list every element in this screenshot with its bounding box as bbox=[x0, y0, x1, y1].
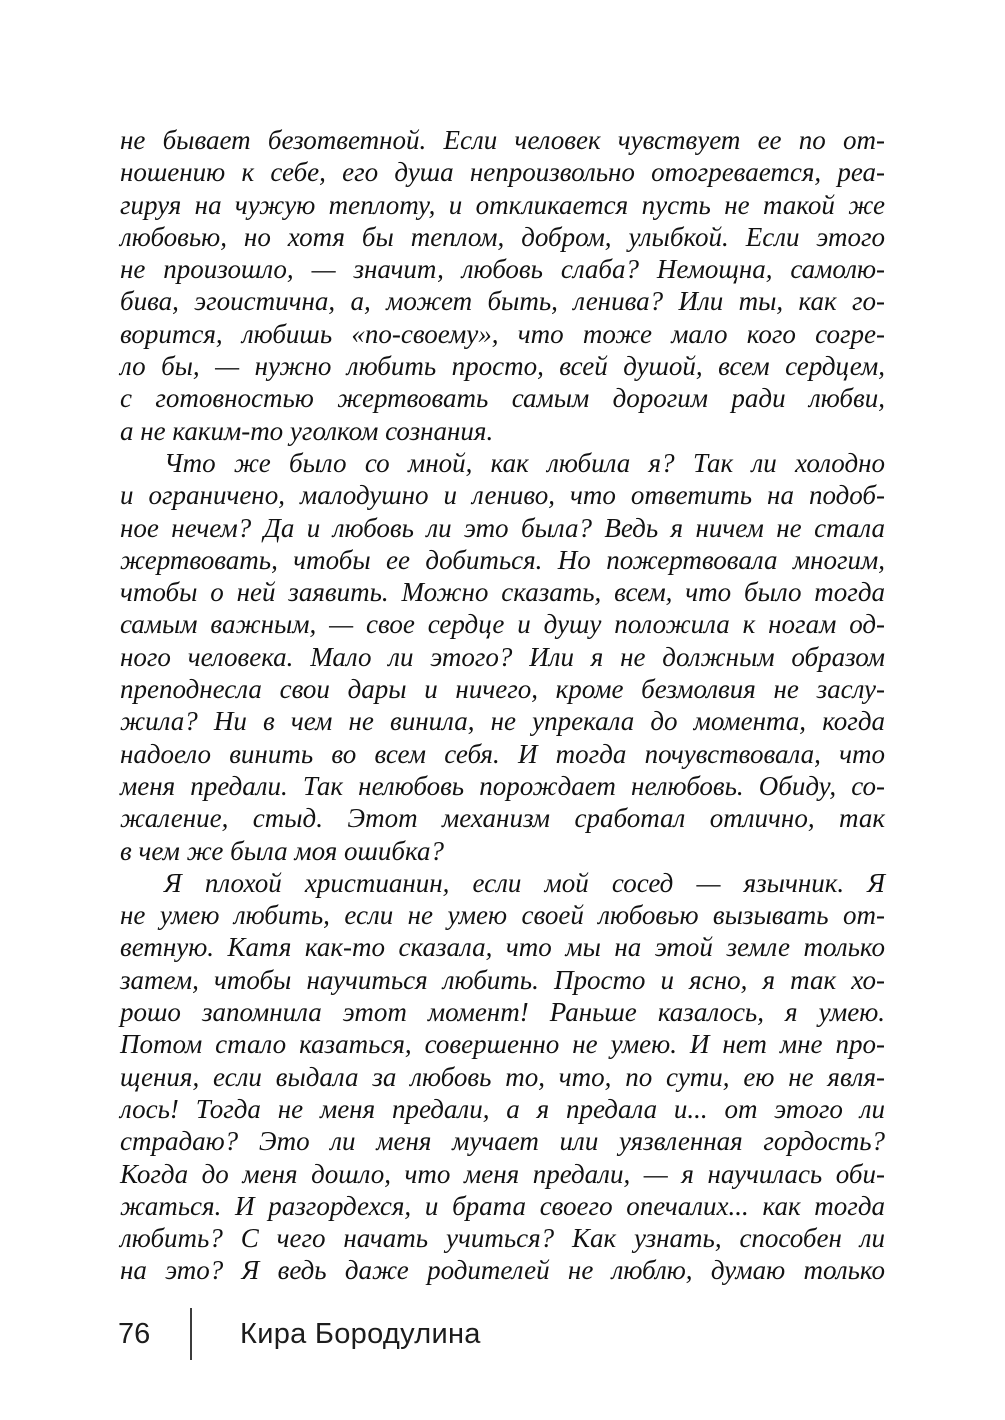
text-line: ношению к себе, его душа непроизвольно отогревается, реа- bbox=[120, 157, 885, 188]
text-line: лось! Тогда не меня предали, а я предала и... от этого ли bbox=[120, 1093, 885, 1124]
text-line: Потом стало казаться, совершенно не умею. И нет мне про- bbox=[120, 1029, 885, 1060]
text-line: Что же было со мной, как любила я? Так ли холодно bbox=[164, 447, 885, 478]
text-line: жертвовать, чтобы ее добиться. Но пожертвовала многим, bbox=[120, 544, 885, 575]
text-line: в чем же была моя ошибка? bbox=[120, 835, 444, 866]
text-line: чтобы о ней заявить. Можно сказать, всем, что было тогда bbox=[120, 577, 885, 608]
paragraph bbox=[120, 124, 885, 447]
text-line: преподнесла свои дары и ничего, кроме безмолвия не заслу- bbox=[120, 674, 885, 705]
text-line: и ограничено, малодушно и лениво, что ответить на подоб- bbox=[120, 480, 885, 511]
text-line: рошо запомнила этот момент! Раньше казалось, я умею. bbox=[120, 997, 885, 1028]
text-line: ворится, любишь «по-своему», что тоже мало кого согре- bbox=[120, 318, 885, 349]
text-line: затем, чтобы научиться любить. Просто и ясно, я так хо- bbox=[120, 964, 885, 995]
footer-divider bbox=[190, 1308, 192, 1360]
text-line: ное нечем? Да и любовь ли это была? Ведь я ничем не стала bbox=[120, 512, 885, 543]
text-line: щения, если выдала за любовь то, что, по сути, ею не явля- bbox=[120, 1061, 885, 1092]
author-name: Кира Бородулина bbox=[240, 1317, 481, 1350]
paragraph bbox=[120, 447, 885, 867]
text-line: Я плохой христианин, если мой сосед — язычник. Я bbox=[164, 867, 885, 898]
text-block bbox=[120, 124, 885, 1287]
text-line: любить? С чего начать учиться? Как узнать, способен ли bbox=[120, 1223, 885, 1254]
text-line: бива, эгоистична, а, может быть, ленива? Или ты, как го- bbox=[120, 286, 885, 317]
text-line: Когда до меня дошло, что меня предали, — я научилась оби- bbox=[120, 1158, 885, 1189]
text-line: жаление, стыд. Этот механизм сработал отлично, так bbox=[120, 803, 885, 834]
text-line: с готовностью жертвовать самым дорогим ради любви, bbox=[120, 383, 885, 414]
text-line: самым важным, — свое сердце и душу положила к ногам од- bbox=[120, 609, 885, 640]
text-line: любовью, но хотя бы теплом, добром, улыбкой. Если этого bbox=[120, 221, 885, 252]
text-line: ного человека. Мало ли этого? Или я не должным образом bbox=[120, 641, 885, 672]
text-line: меня предали. Так нелюбовь порождает нелюбовь. Обиду, со- bbox=[120, 770, 885, 801]
page-number: 76 bbox=[118, 1317, 151, 1350]
text-line: не умею любить, если не умею своей любовью вызывать от- bbox=[120, 900, 885, 931]
text-line: не произошло, — значит, любовь слаба? Немощна, самолю- bbox=[120, 254, 885, 285]
text-line: жила? Ни в чем не винила, не упрекала до момента, когда bbox=[120, 706, 885, 737]
text-line: страдаю? Это ли меня мучает или уязвленная гордость? bbox=[120, 1126, 885, 1157]
paragraph bbox=[120, 867, 885, 1287]
text-line: не бывает безответной. Если человек чувствует ее по от- bbox=[120, 125, 885, 155]
text-line: ветную. Катя как-то сказала, что мы на этой земле только bbox=[120, 932, 885, 963]
text-line: на это? Я ведь даже родителей не люблю, думаю только bbox=[120, 1255, 885, 1286]
text-line: жаться. И разгордехся, и брата своего опечалих... как тогда bbox=[120, 1190, 885, 1221]
text-line: ло бы, — нужно любить просто, всей душой, всем сердцем, bbox=[120, 351, 885, 382]
footer bbox=[118, 1306, 481, 1362]
text-line: гируя на чужую теплоту, и откликается пусть не такой же bbox=[120, 189, 885, 220]
text-line: надоело винить во всем себя. И тогда почувствовала, что bbox=[120, 738, 885, 769]
text-line: а не каким-то уголком сознания. bbox=[120, 415, 494, 446]
